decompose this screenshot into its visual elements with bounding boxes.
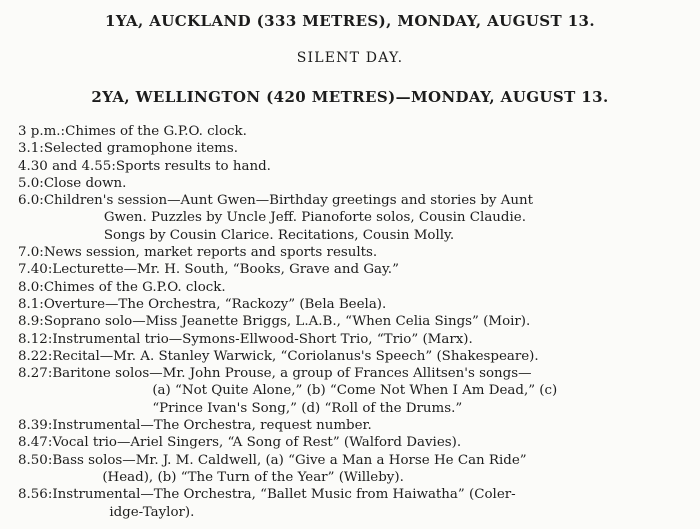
entry-description [52,365,557,417]
programme-entry [18,486,698,521]
entry-description [65,123,247,140]
entry-description [44,192,533,244]
programme-entry [18,158,698,175]
entry-line: Selected gramophone items. [43,141,238,157]
entry-time: 8.9: [18,314,44,330]
entry-line: idge-Taylor). [109,504,195,520]
entry-description [52,486,515,521]
entry-line: Instrumental trio—Symons-Ellwood-Short Trio, “Trio” (Marx). [52,331,473,347]
entry-line: Gwen. Puzzles by Uncle Jeff. Pianoforte solos, Cousin Claudie. [103,210,526,226]
entry-time: 3 p.m.: [18,124,66,139]
programme-entry [18,452,698,487]
entry-line: Bass solos—Mr. J. M. Caldwell, (a) “Give a Man a Horse He Can Ride” [52,452,527,468]
entry-line: Recital—Mr. A. Stanley Warwick, “Coriolanus's Speech” (Shakespeare). [52,348,539,364]
entry-line: Chimes of the G.P.O. clock. [65,124,247,139]
entry-description [44,279,226,296]
programme-entry [18,434,698,451]
programme-entry [18,365,698,417]
programme-entry [18,348,698,365]
silent-day-notice: SILENT DAY. [296,50,404,66]
entry-line: Instrumental—The Orchestra, request number. [52,418,372,434]
programme-entry [18,192,698,244]
programme-entry [18,140,698,157]
entry-description [116,158,271,175]
entry-description [52,261,399,278]
entry-description [44,244,377,261]
programme-entry [18,331,698,348]
entry-description [52,452,526,487]
entry-line: Close down. [43,175,127,191]
programme-entry [18,417,698,434]
entry-time: 8.22: [18,348,53,364]
entry-line: (a) “Not Quite Alone,” (b) “Come Not When I Am Dead,” (c) [152,383,558,399]
entry-time: 8.12: [18,331,53,347]
entry-line: News session, market reports and sports results. [43,245,378,261]
entry-time: 8.0: [18,279,44,295]
entry-time: 5.0: [18,175,44,191]
programme-list [18,123,698,521]
entry-time: 6.0: [18,193,44,209]
programme-entry [18,313,698,330]
programme-entry [18,175,698,192]
entry-line: Soprano solo—Miss Jeanette Briggs, L.A.B., “When Celia Sings” (Moir). [43,314,531,330]
entry-time: 3.1: [18,141,44,157]
entry-time: 8.1: [18,296,44,312]
entry-description [52,348,538,365]
entry-line: Sports results to hand. [115,158,271,174]
entry-line: Songs by Cousin Clarice. Recitations, Cousin Molly. [103,227,455,243]
programme-entry [18,296,698,313]
entry-time: 7.40: [18,262,53,278]
entry-line: Overture—The Orchestra, “Rackozy” (Bela Beela). [43,296,387,312]
entry-description [44,313,530,330]
entry-line: Baritone solos—Mr. John Prouse, a group of Frances Allitsen's songs— [52,366,532,382]
entry-time: 8.47: [18,435,53,451]
entry-description [44,140,238,157]
entry-description [52,417,371,434]
entry-line: Children's session—Aunt Gwen—Birthday greetings and stories by Aunt [43,193,534,209]
entry-line: Lecturette—Mr. H. South, “Books, Grave and Gay.” [52,262,399,278]
entry-time: 8.39: [18,418,53,434]
entry-time: 8.50: [18,452,53,468]
programme-entry [18,123,698,140]
entry-time: 7.0: [18,245,44,261]
entry-line: Chimes of the G.P.O. clock. [43,279,226,295]
programme-entry [18,279,698,296]
entry-line: Instrumental—The Orchestra, “Ballet Music from Haiwatha” (Coler- [52,487,516,503]
wellington-heading: 2YA, WELLINGTON (420 METRES)—MONDAY, AUGUST 13. [91,88,609,106]
programme-entry [18,244,698,261]
entry-time: 8.27: [18,366,53,382]
entry-description [52,331,472,348]
entry-line: “Prince Ivan's Song,” (d) “Roll of the Drums.” [152,400,463,416]
programme-entry [18,261,698,278]
entry-description [44,175,127,192]
entry-description [52,434,461,451]
entry-time: 8.56: [18,487,53,503]
entry-description [44,296,386,313]
auckland-heading: 1YA, AUCKLAND (333 METRES), MONDAY, AUGUST 13. [104,12,595,30]
entry-line: (Head), (b) “The Turn of the Year” (Willeby). [102,469,404,485]
entry-time: 4.30 and 4.55: [18,158,116,174]
entry-line: Vocal trio—Ariel Singers, “A Song of Rest” (Walford Davies). [52,435,462,451]
